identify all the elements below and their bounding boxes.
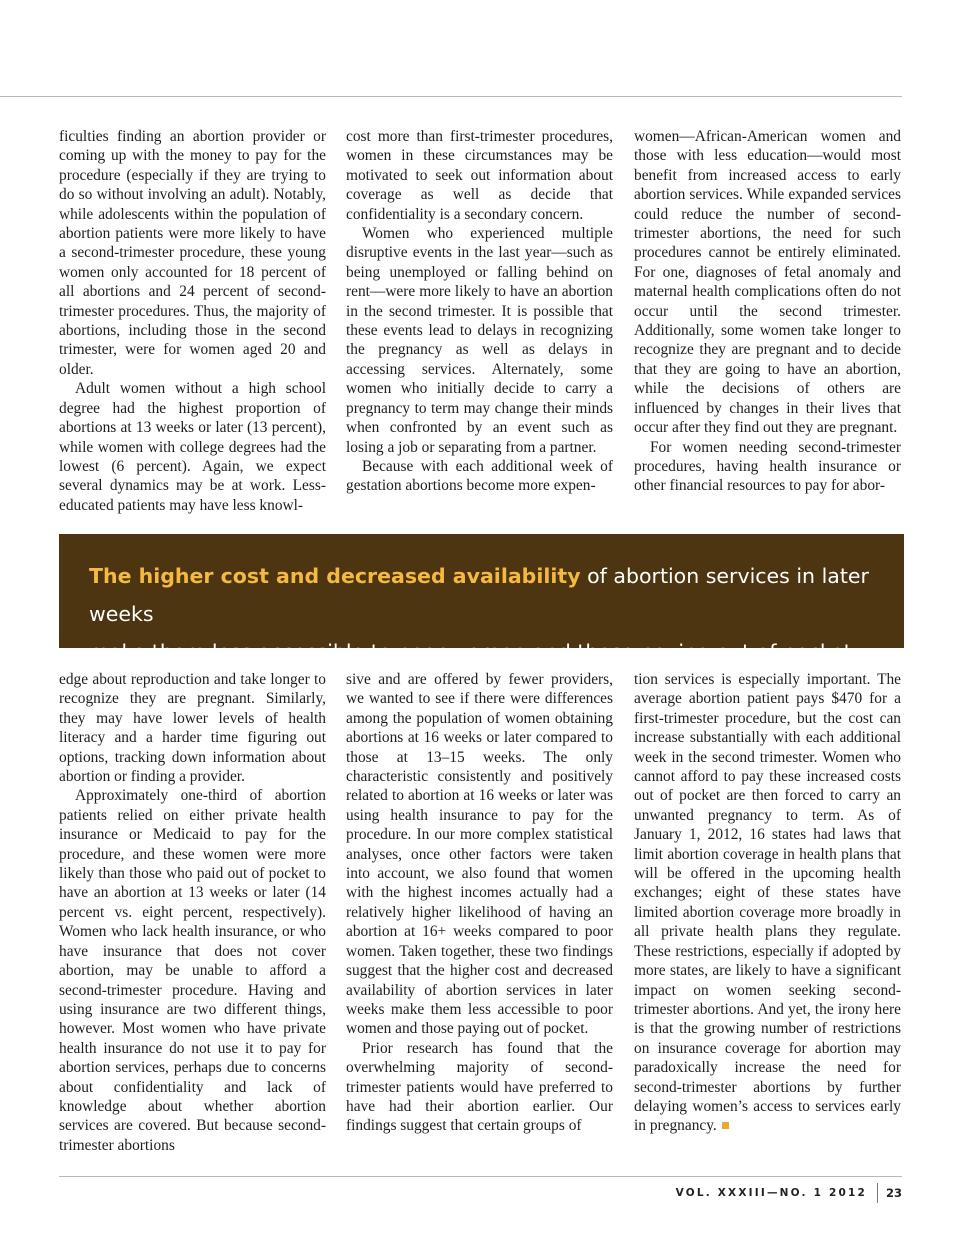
column-1-bottom bbox=[59, 670, 326, 1155]
paragraph: ficulties finding an abortion provider or coming up with the money to pay for the procedure (especially if they are trying to do so without involving an adult). Notably, while adolescents within the population of abortion patients were more likely to have a second-trimester procedure, these young women only accounted for 18 percent of all abortions and 24 percent of second-trimester procedures. Thus, the majority of abortions, including those in the second trimester, were for women aged 20 and older. bbox=[59, 128, 326, 378]
paragraph: For women needing second-trimester procedures, having health insurance or other financial resources to pay for abor- bbox=[634, 438, 901, 495]
paragraph bbox=[634, 670, 901, 1136]
pullquote-line-2: make them less accessible to poor women and those paying out of pocket. bbox=[89, 640, 859, 664]
bottom-rule bbox=[59, 1176, 902, 1177]
paragraph: Adult women without a high school degree had the highest proportion of abortions at 13 weeks or later (13 percent), while women with college degrees had the lowest (6 percent). Again, we expect several dynamics may be at work. Less-educated patients may have less knowl- bbox=[59, 380, 326, 514]
pullquote-line-1 bbox=[89, 557, 874, 633]
column-1-top bbox=[59, 127, 326, 515]
paragraph: sive and are offered by fewer providers, we wanted to see if there were differences among the population of women obtaining abortions at 16 weeks or later compared to those at 13–15 weeks. The only characteristic consistently and positively related to abortion at 16 weeks or later was using health insurance to pay for the procedure. In our more complex statistical analyses, once other factors were taken into account, we also found that women with the highest incomes actually had a relatively higher likelihood of having an abortion at 16+ weeks compared to poor women. Taken together, these two findings suggest that the higher cost and decreased availability of abortion services in later weeks make them less accessible to poor women and those paying out of pocket. bbox=[346, 671, 613, 1038]
page-footer bbox=[676, 1183, 902, 1203]
page-number: 23 bbox=[885, 1186, 902, 1200]
paragraph: cost more than first-trimester procedures, women in these circumstances may be motivated to seek out information about coverage as well as decide that confidentiality is a secondary concern. bbox=[346, 128, 613, 223]
end-square-icon bbox=[722, 1122, 729, 1129]
paragraph: Women who experienced multiple disruptive events in the last year—such as being unemployed or falling behind on rent—were more likely to have an abortion in the second trimester. It is possible that these events lead to delays in recognizing the pregnancy as well as delays in accessing services. Alternately, some women who initially decide to carry a pregnancy to term may change their minds when confronted by an event such as losing a job or separating from a partner. bbox=[346, 225, 613, 456]
column-3-top bbox=[634, 127, 901, 496]
column-2-top bbox=[346, 127, 613, 496]
paragraph: women—African-American women and those with less education—would most benefit from increased access to early abortion services. While expanded services could reduce the number of second-trimester abortions, the need for such procedures cannot be entirely eliminated. For one, diagnoses of fetal anomaly and maternal health complications often do not occur until the second trimester. Additionally, some women take longer to recognize they are pregnant and to decide that they are going to have an abortion, while the decisions of others are influenced by changes in their lives that occur after they find out they are pregnant. bbox=[634, 128, 901, 437]
pullquote-highlight: The higher cost and decreased availability bbox=[89, 564, 581, 588]
column-3-bottom bbox=[634, 670, 901, 1136]
paragraph: Prior research has found that the overwhelming majority of second-trimester patients would have preferred to have had their abortion earlier. Our findings suggest that certain groups of bbox=[346, 1039, 613, 1135]
paragraph: edge about reproduction and take longer to recognize they are pregnant. Similarly, they may have lower levels of health literacy and a harder time figuring out options, tracking down information about abortion or finding a provider. bbox=[59, 671, 326, 786]
column-2-bottom bbox=[346, 670, 613, 1136]
top-rule bbox=[0, 96, 902, 97]
footer-divider bbox=[877, 1183, 878, 1203]
issue-info: VOL. XXXIII—NO. 1 2012 bbox=[675, 1187, 867, 1199]
pullquote-text: of abortion services in later weeks bbox=[89, 564, 869, 626]
paragraph-text: tion services is especially important. The average abortion patient pays $470 for a first-trimester procedure, but the cost can increase substantially with each additional week in the second trimester. Women who cannot afford to pay these increased costs out of pocket are then forced to carry an unwanted pregnancy to term. As of January 1, 2012, 16 states had laws that limit abortion coverage in health plans that will be offered in the upcoming health exchanges; eight of these states have limited abortion coverage more broadly in all private health plans they regulate. These restrictions, especially if adopted by more states, are likely to have a significant impact on women seeking second-trimester abortions. And yet, the irony here is that the growing number of restrictions on insurance coverage for abortion may paradoxically increase the need for second-trimester abortions by further delaying women’s access to services early in pregnancy. bbox=[634, 671, 901, 1135]
paragraph: Because with each additional week of gestation abortions become more expen- bbox=[346, 457, 613, 495]
paragraph: Approximately one-third of abortion patients relied on either private health insurance or Medicaid to pay for the procedure, and these women were more likely than those who paid out of pocket to have an abortion at 13 weeks or later (14 percent vs. eight percent, respectively). Women who lack health insurance, or who have insurance that does not cover abortion, may be unable to afford a second-trimester procedure. Having and using insurance are two different things, however. Most women who have private health insurance do not use it to pay for abortion services, perhaps due to concerns about confidentiality and lack of knowledge about whether abortion services are covered. But because second-trimester abortions bbox=[59, 787, 326, 1154]
pullquote bbox=[59, 534, 904, 664]
